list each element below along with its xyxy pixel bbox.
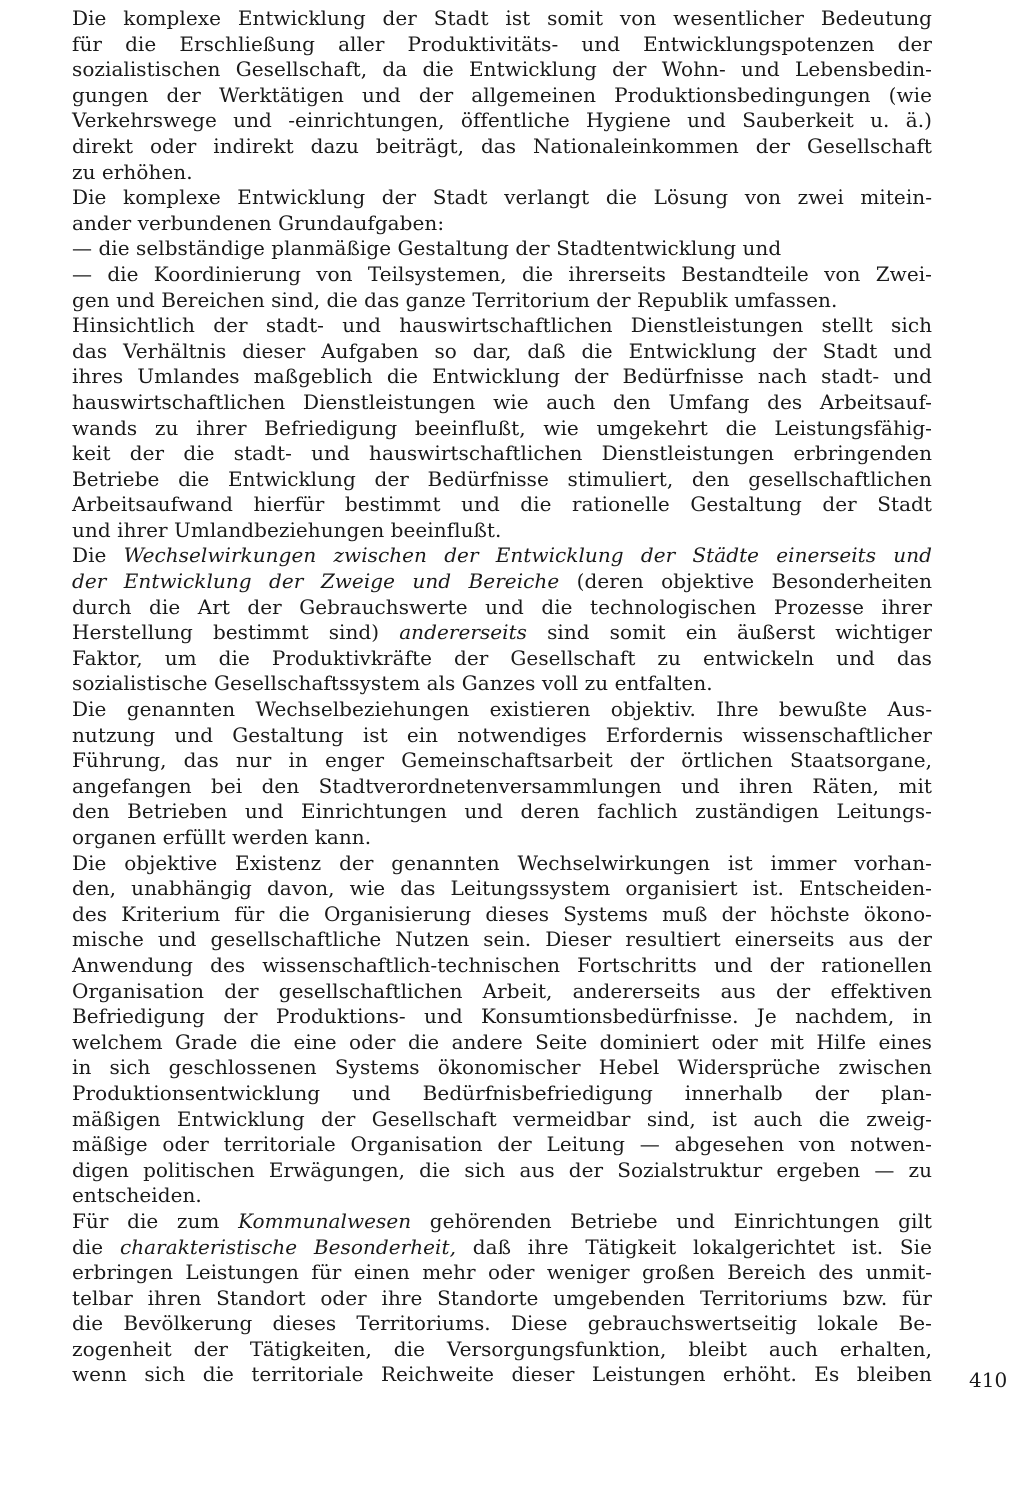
text-line: hauswirtschaftlichen Dienstleistungen wie auch den Umfang des Arbeitsauf- xyxy=(72,389,932,414)
text-line: telbar ihren Standort oder ihre Standorte umgebenden Territoriums bzw. für xyxy=(72,1285,932,1310)
text-line: entscheiden. xyxy=(72,1183,202,1208)
text-line: in sich geschlossenen Systems ökonomischer Hebel Widersprüche zwischen xyxy=(72,1055,932,1080)
text-line: zu erhöhen. xyxy=(72,159,193,184)
text-line: für die Erschließung aller Produktivitäts- und Entwicklungspotenzen der xyxy=(72,31,932,56)
text-line: Faktor, um die Produktivkräfte der Gesellschaft zu entwickeln und das xyxy=(72,645,932,670)
text-line: — die selbständige planmäßige Gestaltung der Stadtentwicklung und xyxy=(72,236,782,261)
emphasis-text: charakteristische Besonderheit, xyxy=(119,1234,456,1259)
text-line: mäßige oder territoriale Organisation der Leitung — abgesehen von notwen- xyxy=(72,1132,932,1157)
text-line: ihres Umlandes maßgeblich die Entwicklung der Bedürfnisse nach stadt- und xyxy=(72,364,932,389)
text-line xyxy=(72,569,932,595)
text-line: angefangen bei den Stadtverordnetenversammlungen und ihren Räten, mit xyxy=(72,773,932,798)
text-line xyxy=(72,1235,932,1261)
text-line: sozialistische Gesellschaftssystem als Ganzes voll zu entfalten. xyxy=(72,671,713,696)
text-segment: Die xyxy=(72,543,124,568)
text-line: Organisation der gesellschaftlichen Arbeit, andererseits aus der effektiven xyxy=(72,978,932,1003)
text-line: welchem Grade die eine oder die andere Seite dominiert oder mit Hilfe eines xyxy=(72,1029,932,1054)
text-line: gungen der Werktätigen und der allgemeinen Produktionsbedingungen (wie xyxy=(72,82,932,107)
paragraph xyxy=(72,313,932,543)
text-segment: daß ihre Tätigkeit lokalgerichtet ist. Sie xyxy=(456,1234,933,1259)
text-line: organen erfüllt werden kann. xyxy=(72,825,372,849)
text-line: Verkehrswege und -einrichtungen, öffentliche Hygiene und Sauberkeit u. ä.) xyxy=(72,108,932,133)
text-line: Befriedigung der Produktions- und Konsumtionsbedürfnisse. Je nachdem, in xyxy=(72,1004,932,1029)
text-line: digen politischen Erwägungen, die sich aus der Sozialstruktur ergeben — zu xyxy=(72,1157,932,1182)
text-line: Anwendung des wissenschaftlich-technischen Fortschritts und der rationellen xyxy=(72,952,932,977)
text-line xyxy=(72,543,932,569)
text-line: Betriebe die Entwicklung der Bedürfnisse stimuliert, den gesellschaftlichen xyxy=(72,466,932,491)
text-line: den Betrieben und Einrichtungen und deren fachlich zuständigen Leitungs- xyxy=(72,799,932,824)
paragraph xyxy=(72,697,932,851)
text-line: zogenheit der Tätigkeiten, die Versorgungsfunktion, bleibt auch erhalten, xyxy=(72,1336,932,1361)
text-line: Die komplexe Entwicklung der Stadt ist somit von wesentlicher Bedeutung xyxy=(72,6,932,30)
paragraph xyxy=(72,6,932,185)
emphasis-text: andererseits xyxy=(399,620,527,645)
text-line: das Verhältnis dieser Aufgaben so dar, daß die Entwicklung der Stadt und xyxy=(72,338,932,363)
emphasis-text: Kommunalwesen xyxy=(238,1208,412,1233)
text-line: mische und gesellschaftliche Nutzen sein. Dieser resultiert einerseits aus der xyxy=(72,927,932,952)
paragraph xyxy=(72,851,932,1209)
text-line xyxy=(72,620,932,646)
text-line: — die Koordinierung von Teilsystemen, die ihrerseits Bestandteile von Zwei- xyxy=(72,261,932,286)
text-line: Führung, das nur in enger Gemeinschaftsarbeit der örtlichen Staatsorgane, xyxy=(72,748,932,773)
text-line: ander verbundenen Grundaufgaben: xyxy=(72,210,445,235)
text-segment: Für die zum xyxy=(72,1208,239,1233)
text-segment: (deren objektive Besonderheiten xyxy=(559,569,932,594)
text-line: keit der die stadt- und hauswirtschaftlichen Dienstleistungen erbringenden xyxy=(72,441,932,466)
text-line: direkt oder indirekt dazu beiträgt, das Nationaleinkommen der Gesellschaft xyxy=(72,133,932,158)
text-segment: Herstellung bestimmt sind) xyxy=(72,620,400,645)
text-line: erbringen Leistungen für einen mehr oder weniger großen Bereich des unmit- xyxy=(72,1260,932,1285)
text-line: mäßigen Entwicklung der Gesellschaft vermeidbar sind, ist auch die zweig- xyxy=(72,1106,932,1131)
text-line: die Bevölkerung dieses Territoriums. Diese gebrauchswertseitig lokale Be- xyxy=(72,1311,932,1336)
text-segment: gehörenden Betriebe und Einrichtungen gilt xyxy=(411,1208,932,1233)
paragraph xyxy=(72,543,932,697)
text-line: den, unabhängig davon, wie das Leitungssystem organisiert ist. Entscheiden- xyxy=(72,876,932,901)
text-line: des Kriterium für die Organisierung dieses Systems muß der höchste ökono- xyxy=(72,901,932,926)
text-segment: sind somit ein äußerst wichtiger xyxy=(527,620,932,645)
paragraph xyxy=(72,1209,932,1388)
text-line: Hinsichtlich der stadt- und hauswirtschaftlichen Dienstleistungen stellt sich xyxy=(72,313,932,338)
text-line: Die genannten Wechselbeziehungen existieren objektiv. Ihre bewußte Aus- xyxy=(72,697,932,722)
text-line: wenn sich die territoriale Reichweite dieser Leistungen erhöht. Es bleiben xyxy=(72,1362,932,1387)
text-line: wands zu ihrer Befriedigung beeinflußt, wie umgekehrt die Leistungsfähig- xyxy=(72,415,932,440)
emphasis-text: der Entwicklung der Zweige und Bereiche xyxy=(72,569,560,594)
text-line: Die komplexe Entwicklung der Stadt verlangt die Lösung von zwei mitein- xyxy=(72,185,932,210)
text-line: Produktionsentwicklung und Bedürfnisbefriedigung innerhalb der plan- xyxy=(72,1080,932,1105)
text-line: gen und Bereichen sind, die das ganze Territorium der Republik umfassen. xyxy=(72,287,838,312)
text-line: sozialistischen Gesellschaft, da die Entwicklung der Wohn- und Lebensbedin- xyxy=(72,57,932,82)
text-line xyxy=(72,1209,932,1235)
text-line: durch die Art der Gebrauchswerte und die technologischen Prozesse ihrer xyxy=(72,594,932,619)
paragraph xyxy=(72,185,932,313)
emphasis-text: Wechselwirkungen zwischen der Entwicklung der Städte einerseits und xyxy=(123,543,932,568)
document-page xyxy=(72,6,932,1388)
page-number: 410 xyxy=(969,1368,1008,1392)
text-segment: die xyxy=(72,1234,120,1259)
text-line: Arbeitsaufwand hierfür bestimmt und die rationelle Gestaltung der Stadt xyxy=(72,492,932,517)
text-line: nutzung und Gestaltung ist ein notwendiges Erfordernis wissenschaftlicher xyxy=(72,722,932,747)
text-line: Die objektive Existenz der genannten Wechselwirkungen ist immer vorhan- xyxy=(72,850,932,875)
text-line: und ihrer Umlandbeziehungen beeinflußt. xyxy=(72,517,502,542)
